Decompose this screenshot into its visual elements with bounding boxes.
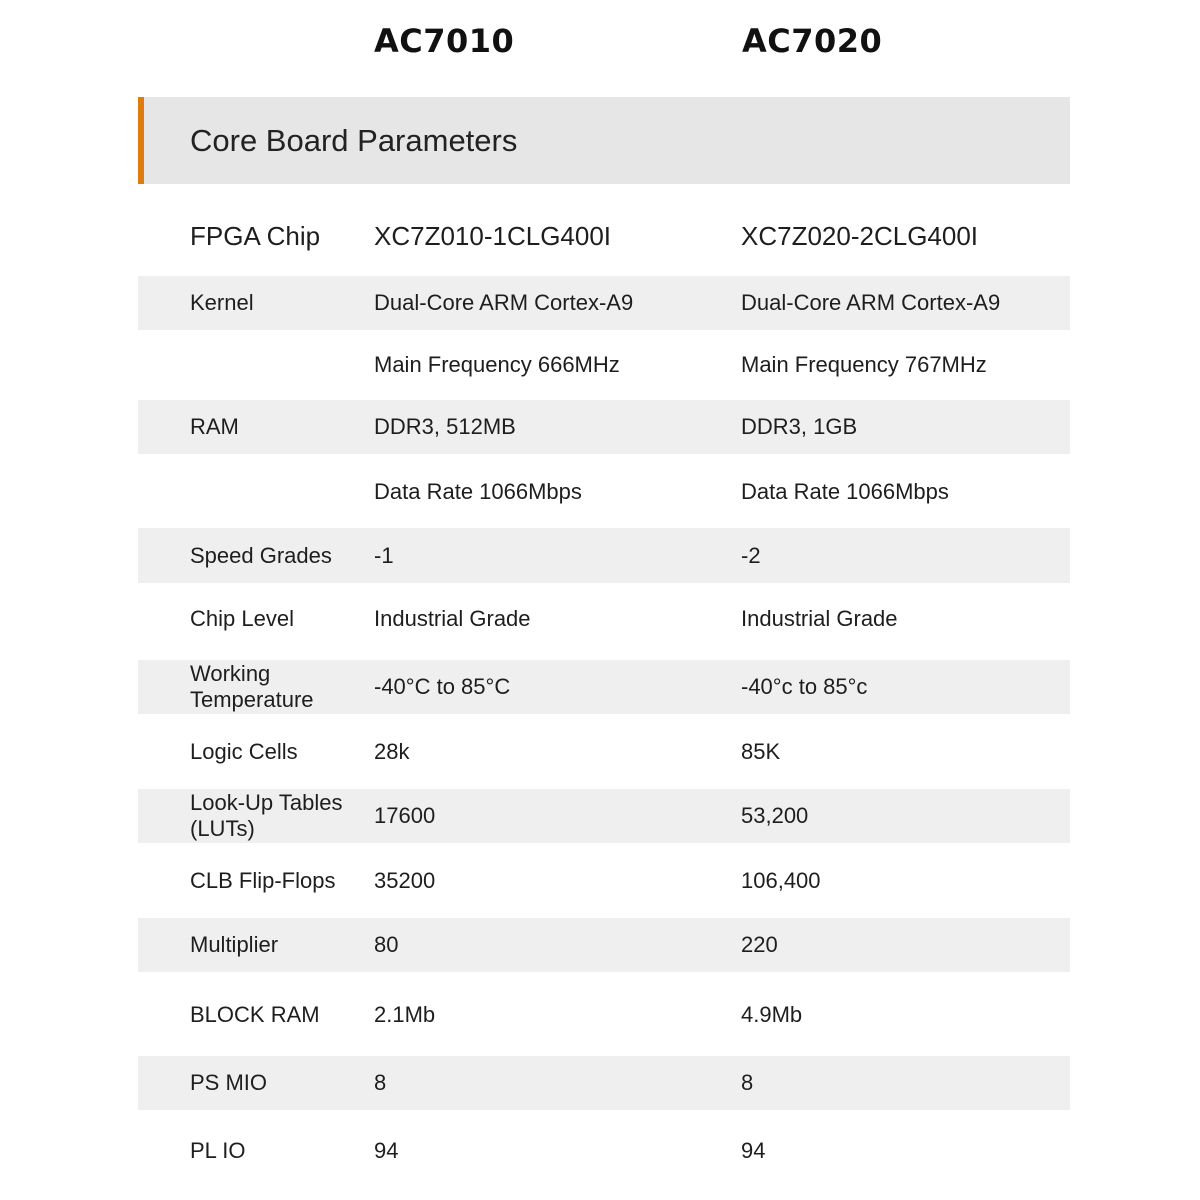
table-row-working-temperature xyxy=(138,660,1070,714)
table-row-speed-grades xyxy=(138,528,1070,583)
table-row-kernel xyxy=(138,276,1070,330)
model-header-ac7010: AC7010 xyxy=(374,22,515,60)
value-ac7010: 35200 xyxy=(374,868,436,893)
row-label: Logic Cells xyxy=(190,739,298,764)
row-label xyxy=(190,338,370,392)
value-ac7010: 94 xyxy=(374,1138,399,1163)
value-ac7020: 220 xyxy=(741,932,778,957)
table-row-main-frequency xyxy=(138,338,1070,392)
row-label: Kernel xyxy=(190,290,254,315)
value-ac7020: Industrial Grade xyxy=(741,606,898,631)
value-ac7010: -1 xyxy=(374,542,394,568)
table-row-pl-io xyxy=(138,1124,1070,1178)
value-ac7020: Dual-Core ARM Cortex-A9 xyxy=(741,290,1001,315)
value-ac7020: 106,400 xyxy=(741,868,821,893)
table-row-multiplier xyxy=(138,918,1070,972)
table-row-block-ram xyxy=(138,988,1070,1042)
value-ac7020: 94 xyxy=(741,1138,766,1163)
row-label: Look-Up Tables (LUTs) xyxy=(190,790,343,841)
value-ac7020: Data Rate 1066Mbps xyxy=(741,479,949,504)
table-row-chip-level xyxy=(138,592,1070,646)
table-row-ram xyxy=(138,400,1070,454)
value-ac7010: 2.1Mb xyxy=(374,1002,436,1027)
value-ac7020: 85K xyxy=(741,739,781,764)
row-label: PS MIO xyxy=(190,1070,268,1095)
value-ac7010: 28k xyxy=(374,739,410,764)
row-label: FPGA Chip xyxy=(190,221,321,251)
row-label xyxy=(190,465,370,519)
value-ac7010: -40°C to 85°C xyxy=(374,674,511,699)
value-ac7020: -2 xyxy=(741,542,761,568)
value-ac7020: DDR3, 1GB xyxy=(741,414,858,439)
value-ac7010: Main Frequency 666MHz xyxy=(374,352,620,377)
row-label: RAM xyxy=(190,414,239,439)
value-ac7010: 80 xyxy=(374,932,399,957)
row-label: Working Temperature xyxy=(190,661,314,712)
table-row-clb-flip-flops xyxy=(138,854,1070,908)
value-ac7020: 4.9Mb xyxy=(741,1002,803,1027)
section-header xyxy=(138,97,1070,184)
value-ac7010: Industrial Grade xyxy=(374,606,531,631)
value-ac7020: 53,200 xyxy=(741,803,809,828)
value-ac7010: 8 xyxy=(374,1070,387,1095)
table-row-luts xyxy=(138,789,1070,843)
value-ac7010: Data Rate 1066Mbps xyxy=(374,479,582,504)
value-ac7020: Main Frequency 767MHz xyxy=(741,352,987,377)
section-accent-bar xyxy=(138,97,144,184)
value-ac7010: DDR3, 512MB xyxy=(374,414,516,439)
row-label: Speed Grades xyxy=(190,542,332,568)
value-ac7010: 17600 xyxy=(374,803,436,828)
table-row-ps-mio xyxy=(138,1056,1070,1110)
row-label: CLB Flip-Flops xyxy=(190,868,336,893)
row-label: Multiplier xyxy=(190,932,279,957)
row-label: Chip Level xyxy=(190,606,294,631)
table-row-fpga-chip xyxy=(138,200,1070,272)
section-title: Core Board Parameters xyxy=(190,123,518,158)
row-label: BLOCK RAM xyxy=(190,1002,320,1027)
value-ac7020: 8 xyxy=(741,1070,754,1095)
table-row-logic-cells xyxy=(138,725,1070,779)
value-ac7020: -40°c to 85°c xyxy=(741,674,868,699)
table-row-data-rate xyxy=(138,465,1070,519)
value-ac7010: XC7Z010-1CLG400I xyxy=(374,220,612,251)
value-ac7010: Dual-Core ARM Cortex-A9 xyxy=(374,290,634,315)
value-ac7020: XC7Z020-2CLG400I xyxy=(741,220,979,251)
model-header-ac7020: AC7020 xyxy=(742,22,883,60)
row-label: PL IO xyxy=(190,1138,246,1163)
